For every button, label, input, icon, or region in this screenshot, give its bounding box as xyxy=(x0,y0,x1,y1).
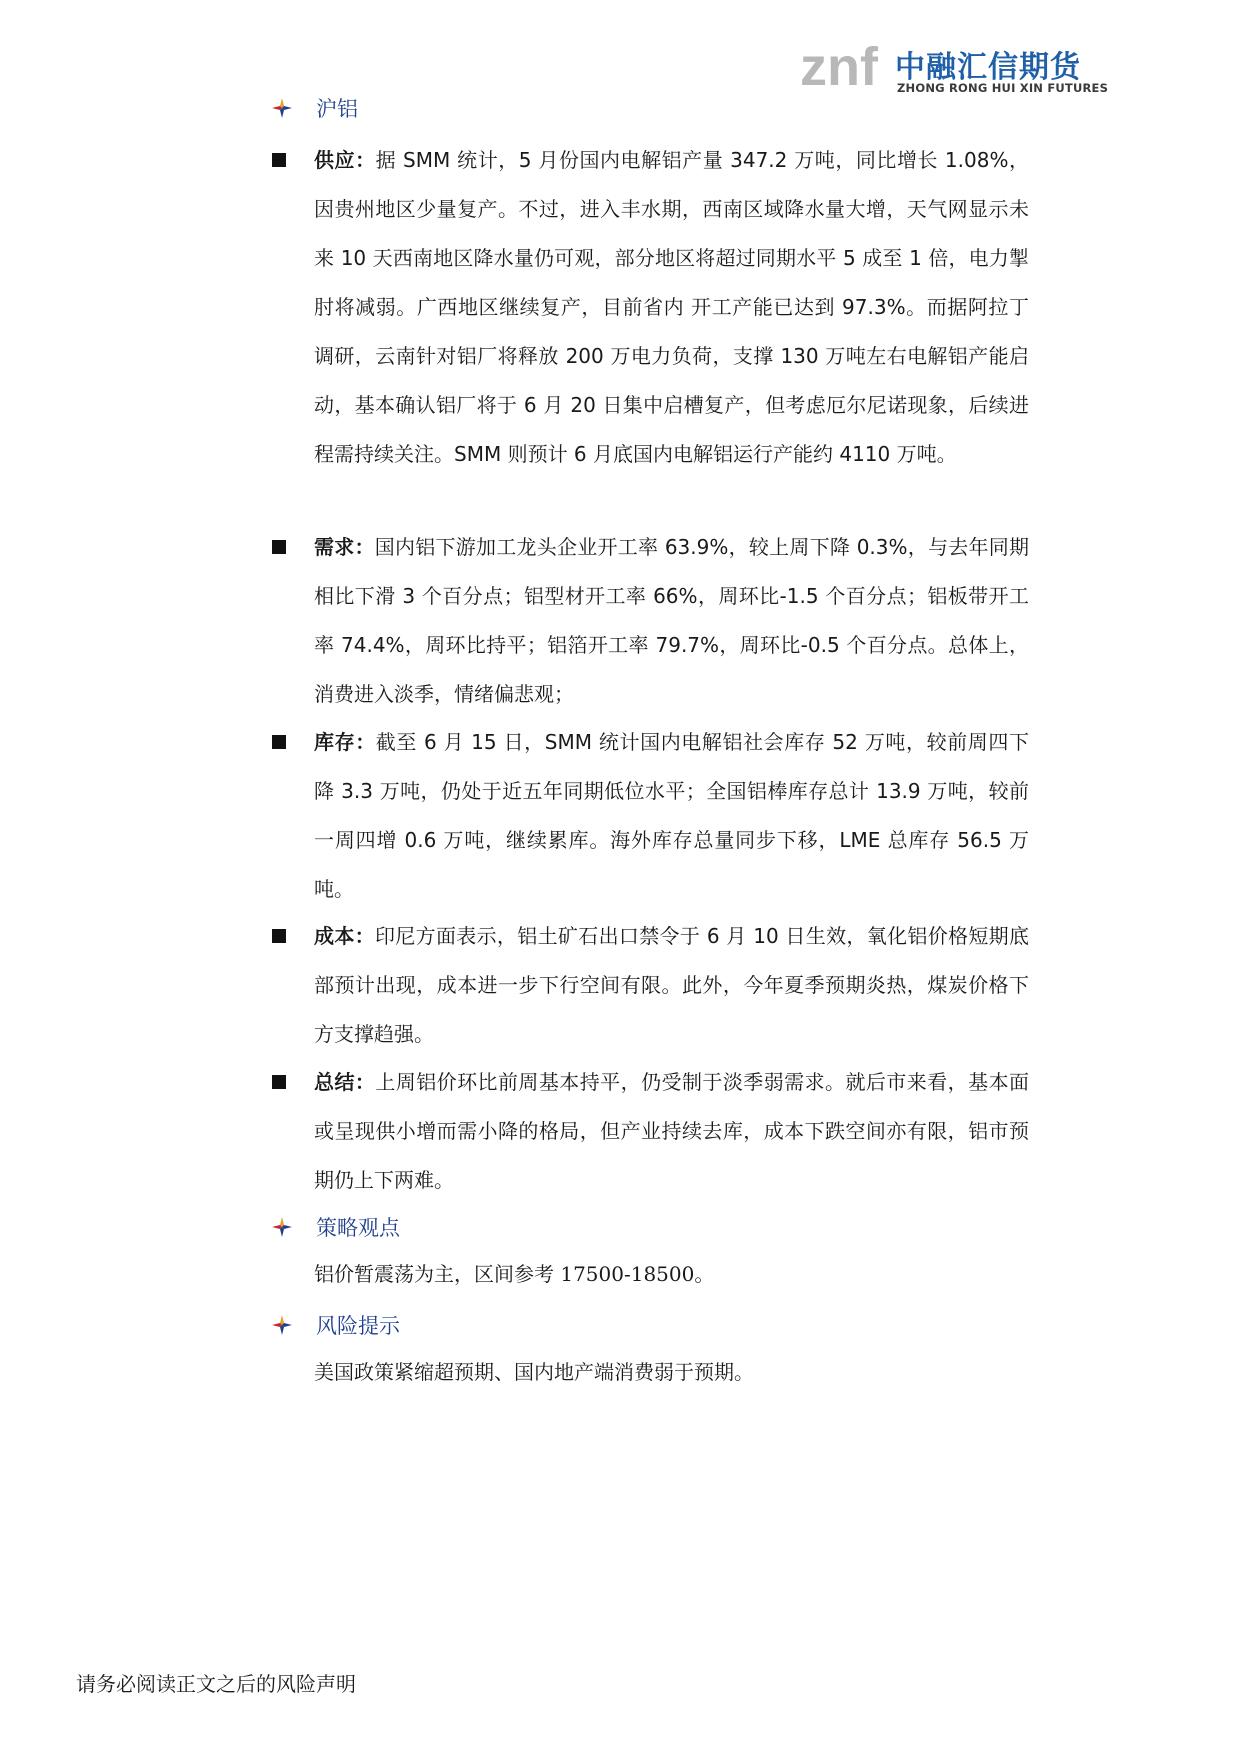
paragraph-label: 需求： xyxy=(314,535,375,559)
square-bullet-icon xyxy=(272,1075,286,1089)
section-heading-main xyxy=(272,93,358,123)
paragraph-label: 成本： xyxy=(314,924,375,948)
section-heading-strategy xyxy=(272,1212,400,1242)
paragraph-text: 印尼方面表示，铝土矿石出口禁令于 6 月 10 日生效，氧化铝价格短期底部预计出现，成本进一步下行空间有限。此外，今年夏季预期炎热，煤炭价格下方支撑趋强。 xyxy=(314,924,1030,1046)
risk-text: 美国政策紧缩超预期、国内地产端消费弱于预期。 xyxy=(314,1360,754,1384)
section-heading-risk xyxy=(272,1310,400,1340)
footer-disclaimer: 请务必阅读正文之后的风险声明 xyxy=(76,1672,356,1696)
paragraph-demand xyxy=(314,523,1029,719)
square-bullet-icon xyxy=(272,735,286,749)
paragraph-supply xyxy=(314,136,1029,479)
strategy-text: 铝价暂震荡为主，区间参考 17500-18500。 xyxy=(314,1262,715,1286)
section-title-main: 沪铝 xyxy=(316,97,358,121)
logo-letters: znf xyxy=(800,37,878,96)
paragraph-text: 国内铝下游加工龙头企业开工率 63.9%，较上周下降 0.3%，与去年同期相比下滑 3 个百分点；铝型材开工率 66%，周环比-1.5 个百分点；铝板带开工率 74.4%，周环比持平；铝箔开工率 79.7%，周环比-0.5 个百分点。总体上，消费进入淡季，情绪偏悲观； xyxy=(314,535,1030,706)
square-bullet-icon xyxy=(272,540,286,554)
compass-star-icon xyxy=(272,1315,292,1335)
paragraph-label: 库存： xyxy=(314,730,376,754)
section-title-risk: 风险提示 xyxy=(316,1314,400,1338)
paragraph-cost xyxy=(314,912,1029,1059)
compass-star-icon xyxy=(272,98,292,118)
square-bullet-icon xyxy=(272,153,286,167)
paragraph-text: 上周铝价环比前周基本持平，仍受制于淡季弱需求。就后市来看，基本面或呈现供小增而需小降的格局，但产业持续去库，成本下跌空间亦有限，铝市预期仍上下两难。 xyxy=(314,1070,1030,1192)
section-title-strategy: 策略观点 xyxy=(316,1216,400,1240)
company-name-en: ZHONG RONG HUI XIN FUTURES xyxy=(897,81,1109,95)
paragraph-label: 总结： xyxy=(314,1070,376,1094)
paragraph-summary xyxy=(314,1058,1029,1205)
znf-logo-mark-icon xyxy=(800,30,895,96)
company-logo xyxy=(800,30,1109,96)
paragraph-inventory xyxy=(314,718,1029,914)
company-name-cn: 中融汇信期货 xyxy=(895,50,1081,85)
square-bullet-icon xyxy=(272,929,286,943)
paragraph-label: 供应： xyxy=(314,148,376,172)
paragraph-text: 截至 6 月 15 日，SMM 统计国内电解铝社会库存 52 万吨，较前周四下降 3.3 万吨，仍处于近五年同期低位水平；全国铝棒库存总计 13.9 万吨，较前一周四增 0.6 万吨，继续累库。海外库存总量同步下移，LME 总库存 56.5 万吨。 xyxy=(314,730,1029,901)
paragraph-text: 据 SMM 统计，5 月份国内电解铝产量 347.2 万吨，同比增长 1.08%，因贵州地区少量复产。不过，进入丰水期，西南区域降水量大增，天气网显示未来 10 天西南地区降水量仍可观，部分地区将超过同期水平 5 成至 1 倍，电力掣肘将减弱。广西地区继续复产，目前省内 开工产能已达到 97.3%。而据阿拉丁调研，云南针对铝厂将释放 200 万电力负荷，支撑 130 万吨左右电解铝产能启动，基本确认铝厂将于 6 月 20 日集中启槽复产，但考虑厄尔尼诺现象，后续进程需持续关注。SMM 则预计 6 月底国内电解铝运行产能约 4110 万吨。 xyxy=(314,148,1030,466)
compass-star-icon xyxy=(272,1217,292,1237)
